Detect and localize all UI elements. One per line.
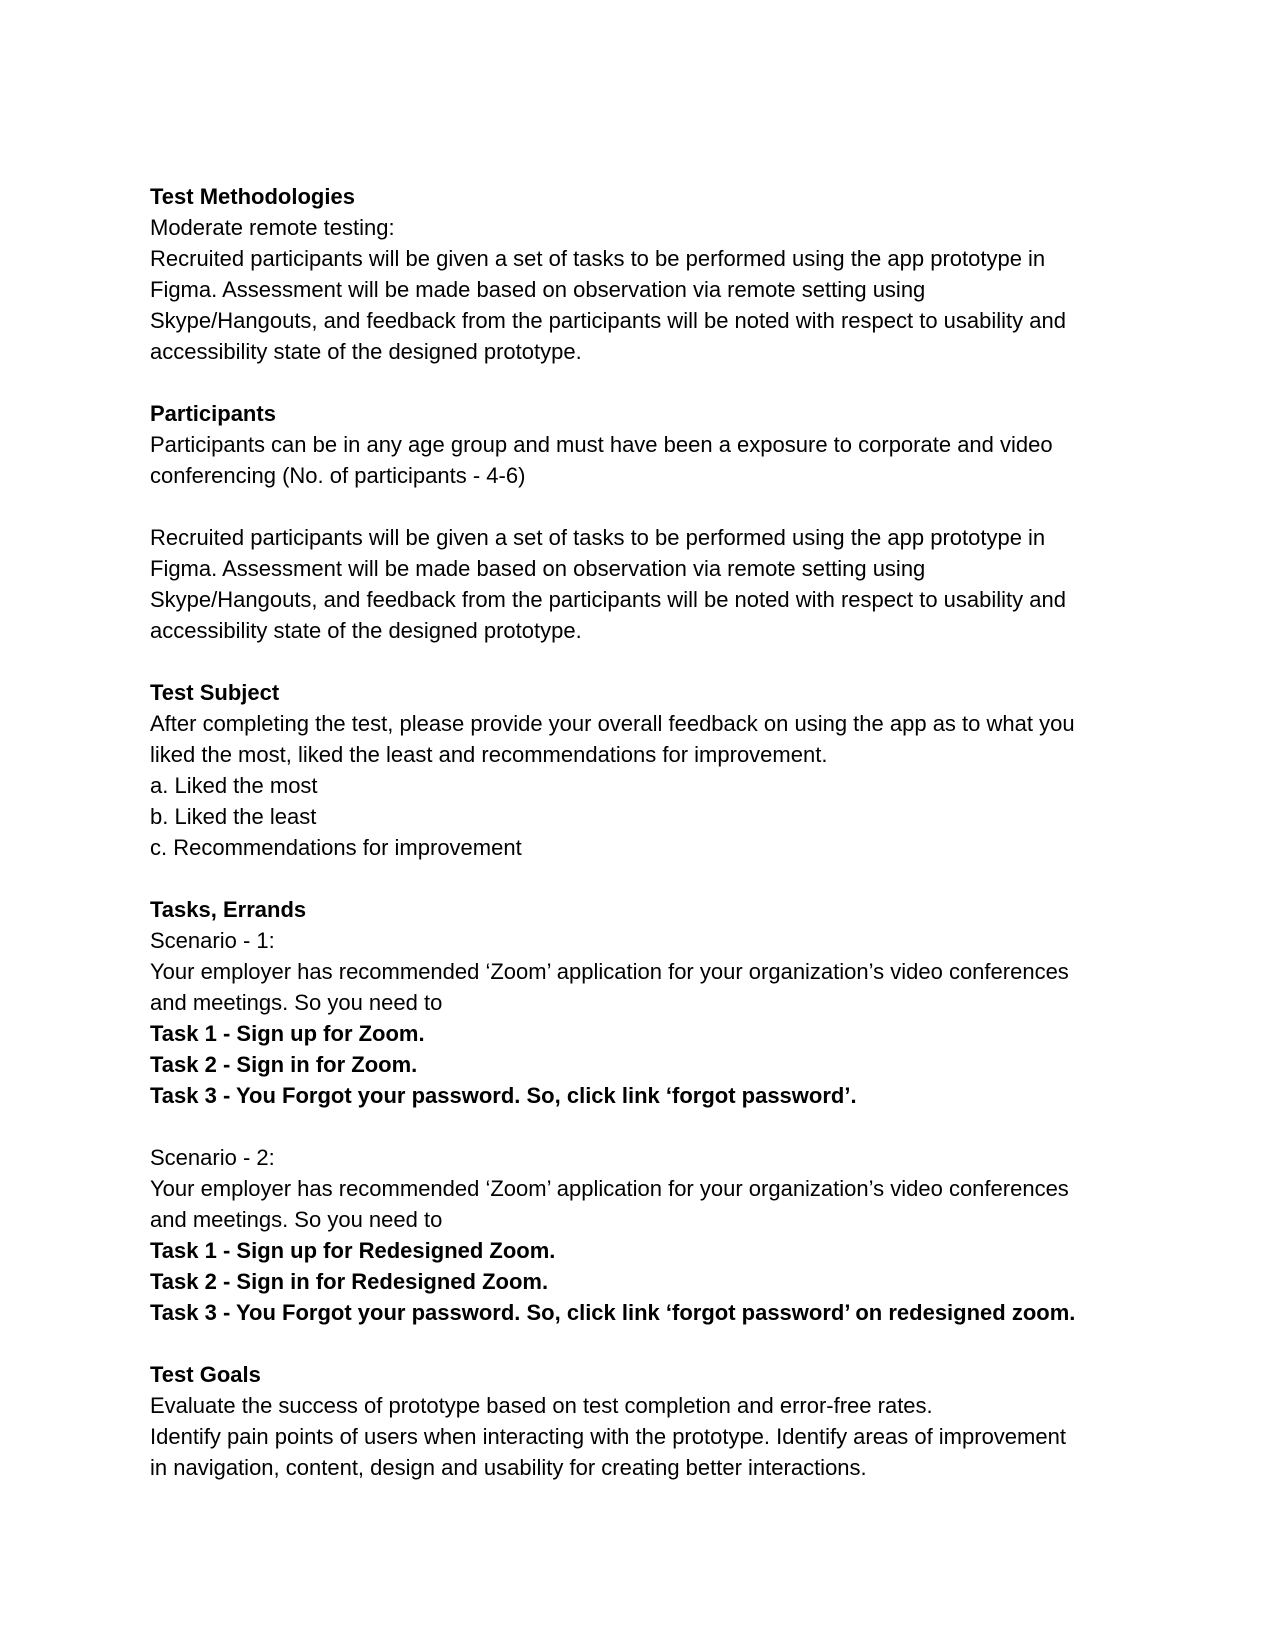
section-heading: Test Subject — [150, 680, 280, 705]
list-item: c. Recommendations for improvement — [150, 835, 522, 860]
list-item: b. Liked the least — [150, 804, 317, 829]
document-page — [150, 181, 1150, 1483]
section-heading: Participants — [150, 401, 276, 426]
task-item: Task 2 - Sign in for Zoom. — [150, 1052, 418, 1077]
section-participants — [150, 398, 1150, 646]
section-test-methodologies — [150, 181, 1150, 367]
section-test-subject — [150, 677, 1150, 863]
paragraph-line: Moderate remote testing: — [150, 215, 395, 240]
paragraph-line: Evaluate the success of prototype based on test completion and error-free rates. — [150, 1393, 933, 1418]
paragraph-line: Figma. Assessment will be made based on observation via remote setting using — [150, 556, 926, 581]
paragraph-line: in navigation, content, design and usability for creating better interactions. — [150, 1455, 867, 1480]
section-heading: Tasks, Errands — [150, 897, 307, 922]
section-heading: Test Methodologies — [150, 184, 355, 209]
paragraph-line: accessibility state of the designed prototype. — [150, 618, 582, 643]
task-item: Task 2 - Sign in for Redesigned Zoom. — [150, 1269, 549, 1294]
paragraph-line: Figma. Assessment will be made based on observation via remote setting using — [150, 277, 926, 302]
list-item: a. Liked the most — [150, 773, 318, 798]
paragraph-line: Recruited participants will be given a set of tasks to be performed using the app prototype in — [150, 525, 1046, 550]
paragraph-line: After completing the test, please provide your overall feedback on using the app as to what you — [150, 711, 1075, 736]
scenario-title: Scenario - 2: — [150, 1145, 275, 1170]
paragraph-line: Participants can be in any age group and must have been a exposure to corporate and video — [150, 432, 1053, 457]
paragraph-line: conferencing (No. of participants - 4-6) — [150, 463, 526, 488]
scenario-title: Scenario - 1: — [150, 928, 275, 953]
paragraph-line: accessibility state of the designed prototype. — [150, 339, 582, 364]
paragraph-line: and meetings. So you need to — [150, 990, 443, 1015]
task-item: Task 1 - Sign up for Redesigned Zoom. — [150, 1238, 556, 1263]
paragraph-line: Your employer has recommended ‘Zoom’ application for your organization’s video conferences — [150, 1176, 1069, 1201]
task-item: Task 3 - You Forgot your password. So, click link ‘forgot password’ on redesigned zoom. — [150, 1300, 1076, 1325]
paragraph-line: Identify pain points of users when interacting with the prototype. Identify areas of improvement — [150, 1424, 1066, 1449]
task-item: Task 3 - You Forgot your password. So, click link ‘forgot password’. — [150, 1083, 857, 1108]
task-item: Task 1 - Sign up for Zoom. — [150, 1021, 425, 1046]
section-test-goals — [150, 1359, 1150, 1483]
paragraph-line: Recruited participants will be given a set of tasks to be performed using the app prototype in — [150, 246, 1046, 271]
section-tasks-errands — [150, 894, 1150, 1328]
paragraph-line: Your employer has recommended ‘Zoom’ application for your organization’s video conferences — [150, 959, 1069, 984]
paragraph-line: liked the most, liked the least and recommendations for improvement. — [150, 742, 828, 767]
paragraph-line: and meetings. So you need to — [150, 1207, 443, 1232]
paragraph-line: Skype/Hangouts, and feedback from the participants will be noted with respect to usability and — [150, 308, 1066, 333]
section-heading: Test Goals — [150, 1362, 261, 1387]
paragraph-line: Skype/Hangouts, and feedback from the participants will be noted with respect to usability and — [150, 587, 1066, 612]
